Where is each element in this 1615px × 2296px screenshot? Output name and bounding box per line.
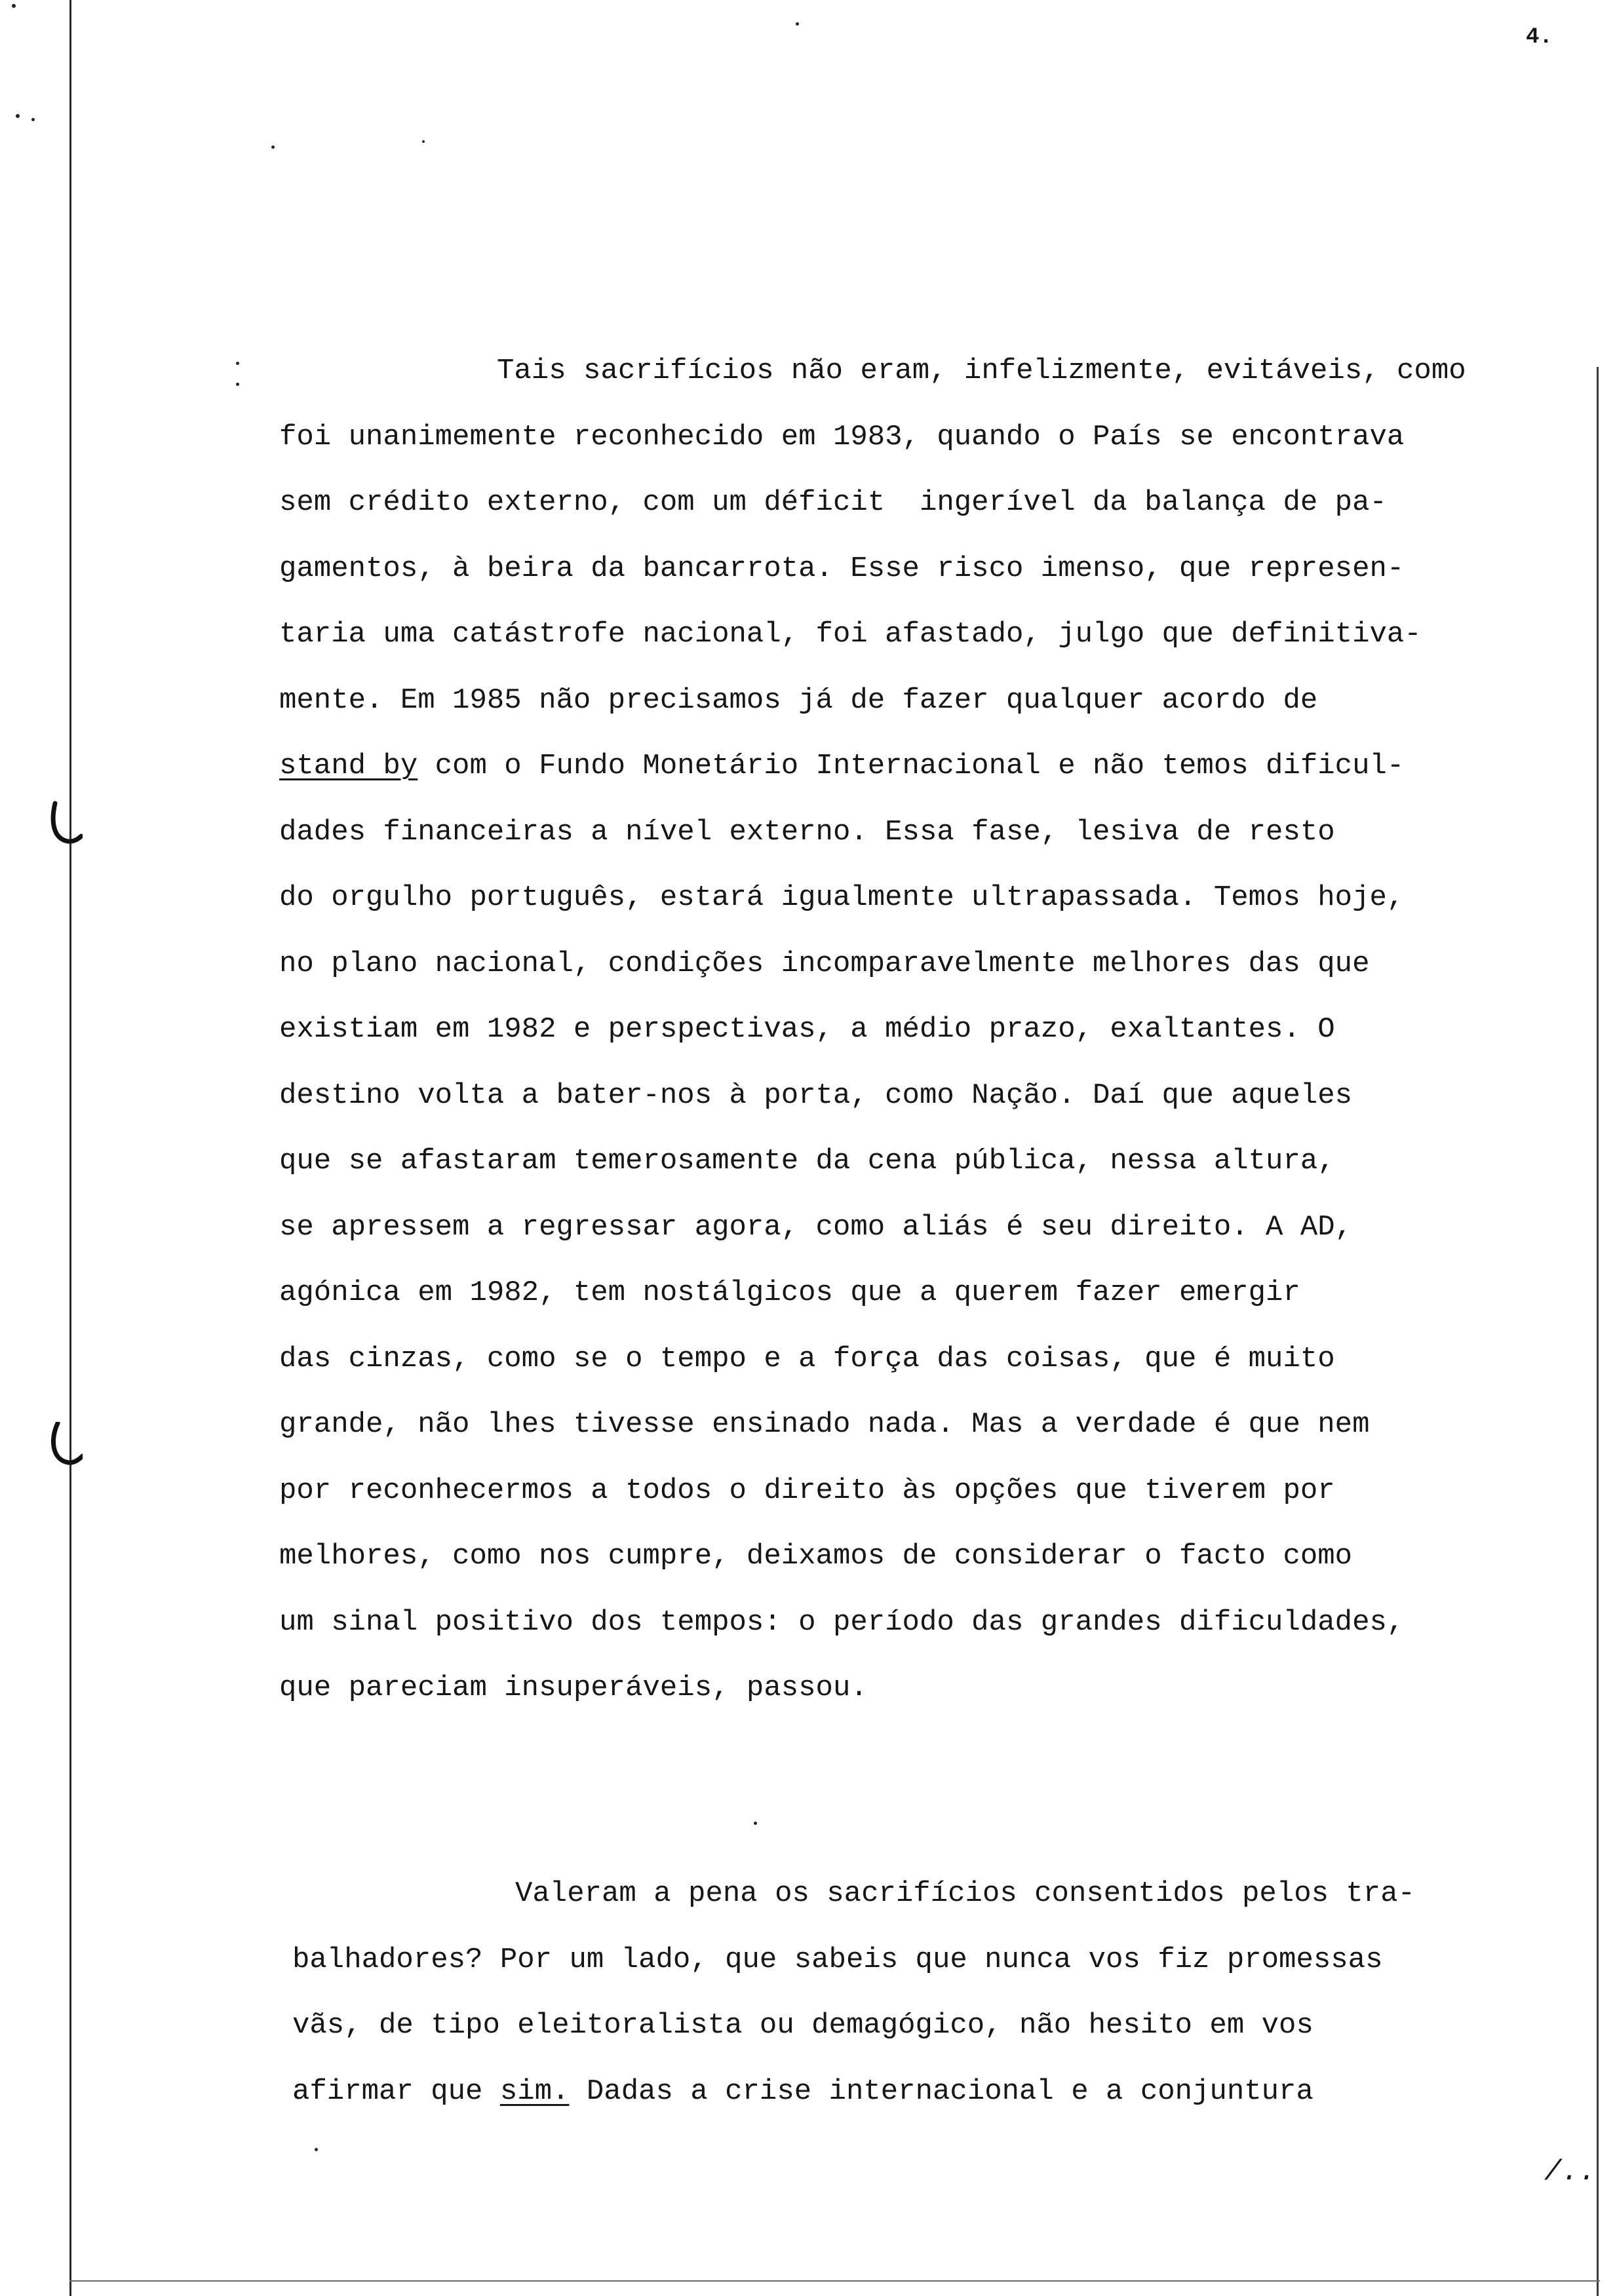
text-segment: do orgulho português, estará igualmente ultrapassada. Temos hoje, xyxy=(279,881,1405,914)
text-line xyxy=(279,1604,1404,1641)
text-segment: um sinal positivo dos tempos: o período das grandes dificuldades, xyxy=(279,1605,1405,1639)
scan-speck xyxy=(236,383,239,386)
text-segment: no plano nacional, condições incomparavelmente melhores das que xyxy=(279,947,1370,980)
continuation-mark: /.. xyxy=(1544,2156,1597,2189)
text-line xyxy=(279,1143,1335,1179)
text-segment: se apressem a regressar agora, como aliás é seu direito. A AD, xyxy=(279,1210,1353,1244)
text-segment: mente. Em 1985 não precisamos já de fazer qualquer acordo de xyxy=(279,683,1318,717)
text-segment: afirmar que xyxy=(292,2075,500,2108)
scan-speck xyxy=(16,114,20,118)
text-segment: Valeram a pena os sacrifícios consentidos pelos tra- xyxy=(515,1877,1416,1910)
text-line xyxy=(292,1942,1382,1978)
text-segment: destino volta a bater-nos à porta, como Nação. Daí que aqueles xyxy=(279,1079,1353,1112)
text-line xyxy=(279,484,1387,521)
page-number: 4. xyxy=(1526,25,1553,50)
scan-speck xyxy=(422,140,425,143)
text-segment: agónica em 1982, tem nostálgicos que a querem fazer emergir xyxy=(279,1276,1300,1309)
text-line xyxy=(279,682,1317,719)
left-margin-rule xyxy=(69,0,71,2296)
text-line xyxy=(279,946,1369,982)
text-segment: vãs, de tipo eleitoralista ou demagógico, não hesito em vos xyxy=(292,2009,1313,2042)
text-segment: stand by xyxy=(279,750,418,782)
margin-bracket-mark xyxy=(46,1422,83,1468)
scan-speck xyxy=(796,22,799,26)
text-line xyxy=(279,1077,1352,1114)
scan-speck xyxy=(271,145,275,149)
text-segment: sim. xyxy=(499,2075,570,2108)
text-segment: com o Fundo Monetário Internacional e não temos dificul- xyxy=(418,750,1405,782)
text-segment: das cinzas, como se o tempo e a força das coisas, que é muito xyxy=(279,1342,1335,1375)
text-line xyxy=(279,1341,1335,1377)
text-segment: Dadas a crise internacional e a conjuntura xyxy=(569,2075,1313,2108)
scan-speck xyxy=(236,362,239,365)
text-line xyxy=(279,1538,1352,1575)
text-line xyxy=(279,1406,1369,1443)
text-line xyxy=(497,353,1466,389)
scan-speck xyxy=(31,118,35,121)
text-line xyxy=(279,1274,1300,1311)
text-segment: foi unanimemente reconhecido em 1983, quando o País se encontrava xyxy=(279,420,1405,453)
text-segment: grande, não lhes tivesse ensinado nada. Mas a verdade é que nem xyxy=(279,1408,1370,1441)
text-line xyxy=(279,1472,1335,1509)
bottom-edge-rule xyxy=(69,2280,1600,2282)
text-segment: sem crédito externo, com um déficit ingerível da balança de pa- xyxy=(279,486,1387,519)
scan-speck xyxy=(315,2148,318,2151)
right-edge-rule xyxy=(1597,367,1599,2296)
text-segment: que se afastaram temerosamente da cena pública, nessa altura, xyxy=(279,1145,1335,1177)
text-segment: Tais sacrifícios não eram, infelizmente, evitáveis, como xyxy=(497,354,1466,387)
margin-bracket-mark xyxy=(46,801,83,847)
text-line xyxy=(279,616,1422,653)
text-segment: balhadores? Por um lado, que sabeis que nunca vos fiz promessas xyxy=(292,1943,1383,1976)
text-line xyxy=(279,748,1404,784)
text-line xyxy=(292,2073,1313,2110)
text-segment: que pareciam insuperáveis, passou. xyxy=(279,1672,868,1704)
scan-speck xyxy=(12,4,16,8)
text-line xyxy=(279,814,1335,851)
text-line xyxy=(279,550,1404,587)
text-segment: melhores, como nos cumpre, deixamos de considerar o facto como xyxy=(279,1540,1353,1573)
text-segment: existiam em 1982 e perspectivas, a médio prazo, exaltantes. O xyxy=(279,1013,1335,1046)
text-segment: gamentos, à beira da bancarrota. Esse risco imenso, que represen- xyxy=(279,552,1405,585)
text-line xyxy=(292,2007,1313,2044)
text-segment: por reconhecermos a todos o direito às opções que tiverem por xyxy=(279,1474,1335,1507)
text-line xyxy=(279,1209,1352,1246)
text-segment: dades financeiras a nível externo. Essa fase, lesiva de resto xyxy=(279,815,1335,849)
text-line xyxy=(279,419,1404,455)
text-segment: taria uma catástrofe nacional, foi afastado, julgo que definitiva- xyxy=(279,618,1422,651)
text-line xyxy=(515,1875,1415,1912)
text-line xyxy=(279,1011,1335,1048)
text-line xyxy=(279,879,1404,916)
scan-speck xyxy=(754,1822,757,1825)
text-line xyxy=(279,1670,868,1706)
